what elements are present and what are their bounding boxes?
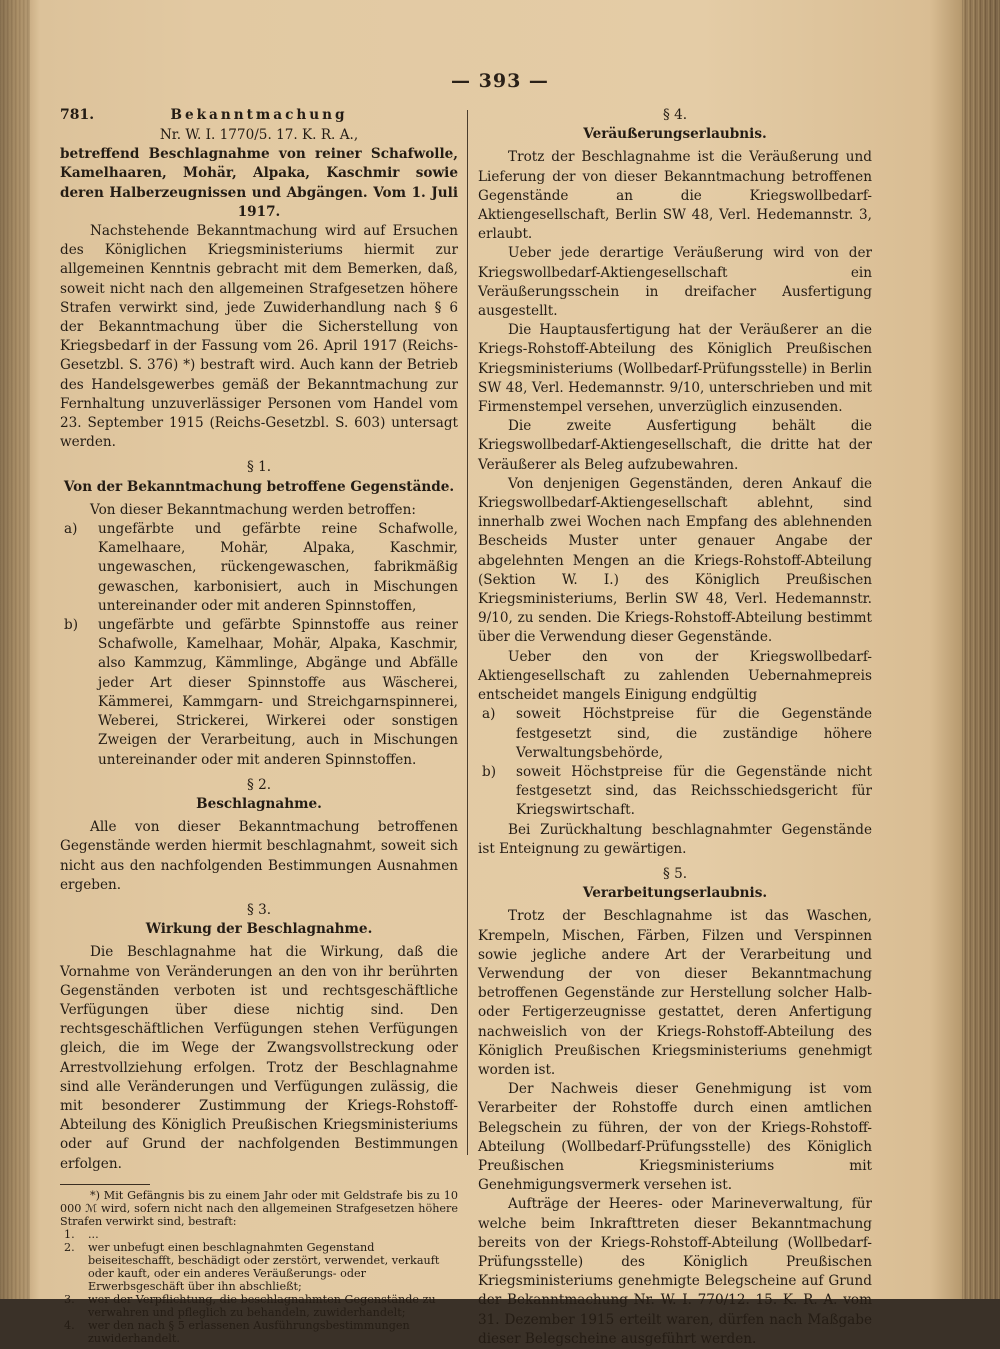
intro-paragraph: Nachstehende Bekanntmachung wird auf Ersuchen des Königlichen Kriegsministeriums hiermit zur allgemeinen Kenntnis gebracht mit dem Bemerken, daß, soweit nicht nach den allgemeinen Strafgesetzen höhere Strafen verwirkt sind, jede Zuwiderhandlung nach § 6 der Bekanntmachung über die Sicherstellung von Kriegsbedarf in der Fassung vom 26. April 1917 (Reichs-Gesetzbl. S. 376) *) bestraft wird. Auch kann der Betrieb des Handelsgewerbes gemäß der Bekanntmachung zur Fernhaltung unzuverlässiger Personen vom Handel vom 23. September 1915 (Reichs-Gesetzbl. S. 603) untersagt werden. [60,223,458,451]
page-number: — 393 — [451,70,549,92]
section-1-number: § 1. [246,459,272,476]
page-stack-edge-right [962,0,1000,1299]
item-text: soweit Höchstpreise für die Gegenstände nicht festgesetzt sind, das Reichsschiedsgericht für Kriegswirtschaft. [516,763,872,819]
binding-edge-left [0,0,30,1299]
section-4-paragraph-7: Bei Zurückhaltung beschlagnahmter Gegenstände ist Enteignung zu gewärtigen. [478,821,872,857]
footnote-item-4 [60,1319,458,1345]
item-number: 781. [60,107,95,123]
footnote-item-3 [60,1293,458,1319]
section-4-title: Veräußerungserlaubnis. [583,126,767,143]
section-4-item-a [478,705,872,763]
footnote-label: 1. [64,1227,75,1241]
section-2-text: Alle von dieser Bekanntmachung betroffenen Gegenstände werden hiermit beschlagnahmt, soweit sich nicht aus den nachfolgenden Bestimmungen Ausnahmen ergeben. [60,819,458,893]
notice-subtitle: betreffend Beschlagnahme von reiner Schafwolle, Kamelhaaren, Mohär, Alpaka, Kaschmir sowie deren Halberzeugnissen und Abgängen. Vom 1. Juli 1917. [60,146,458,220]
section-5-paragraph-1: Trotz der Beschlagnahme ist das Waschen, Krempeln, Mischen, Färben, Filzen und Verspinnen sowie jegliche andere Art der Verarbeitung und Verwendung der von dieser Bekanntmachung betroffenen Gegenstände zur Herstellung solcher Halb- oder Fertigerzeugnisse gestattet, deren Anfertigung nachweislich von der Kriegs-Rohstoff-Abteilung des Königlich Preußischen Kriegsministeriums genehmigt worden ist. [478,908,872,1078]
section-5-paragraph-2: Der Nachweis dieser Genehmigung ist vom Verarbeiter der Rohstoffe durch einen amtlichen Belegschein zu führen, der von der Kriegs-Rohstoff-Abteilung (Wollbedarf-Prüfungsstelle) des Königlich Preußischen Kriegsministeriums mit Genehmigungsvermerk versehen ist. [478,1081,872,1194]
footnote-item-2 [60,1241,458,1293]
footnote-label: 4. [64,1318,75,1332]
section-3-title: Wirkung der Beschlagnahme. [145,921,373,938]
item-text: soweit Höchstpreise für die Gegenstände festgesetzt sind, die zuständige höhere Verwaltungsbehörde, [516,706,872,761]
notice-reference: Nr. W. I. 1770/5. 17. K. R. A., [159,127,359,143]
section-4-paragraph-3: Die Hauptausfertigung hat der Veräußerer an die Kriegs-Rohstoff-Abteilung des Königlich Preußischen Kriegsministeriums (Wollbedarf-Prüfungsstelle) in Berlin SW 48, Verl. Hedemannstr. 9/10, unterschrieben und mit Firmenstempel versehen, unverzüglich einzusenden. [478,322,872,416]
item-text: ungefärbte und gefärbte reine Schafwolle, Kamelhaare, Mohär, Alpaka, Kaschmir, ungewaschen, rückengewaschen, fabrikmäßig gewaschen, karbonisiert, auch in Mischungen untereinander oder mit anderen Spinnstoffen, [98,521,458,614]
section-5-number: § 5. [662,865,688,882]
item-label: a) [64,521,78,538]
left-column [60,106,458,1345]
item-text: ungefärbte und gefärbte Spinnstoffe aus reiner Schafwolle, Kamelhaar, Mohär, Alpaka, Kaschmir, also Kammzug, Kämmlinge, Abgänge und Abfälle jeder Art dieser Spinnstoffe aus Wäscherei, Kämmerei, Kammgarn- und Streichgarnspinnerei, Weberei, Strickerei, Wirkerei oder sonstigen Zweigen der Verarbeitung, auch in Mischungen untereinander oder mit anderen Spinnstoffen. [98,617,458,768]
section-4-number: § 4. [662,107,688,123]
item-label: a) [482,706,496,723]
section-4-paragraph-5: Von denjenigen Gegenständen, deren Ankauf die Kriegswollbedarf-Aktiengesellschaft ablehnt, sind innerhalb zwei Wochen nach Empfang des ablehnenden Bescheids Muster unter genauer Angabe der abgelehnten Mengen an die Kriegs-Rohstoff-Abteilung (Sektion W. I.) des Königlich Preußischen Kriegsministeriums, Berlin SW 48, Verl. Hedemannstr. 9/10, zu senden. Die Kriegs-Rohstoff-Abteilung bestimmt über die Verwendung dieser Gegenstände. [478,475,872,646]
footnote-label: 3. [64,1292,75,1306]
section-4-paragraph-4: Die zweite Ausfertigung behält die Kriegswollbedarf-Aktiengesellschaft, die dritte hat der Veräußerer als Beleg aufzubewahren. [478,418,872,473]
item-label: b) [64,617,79,634]
section-2-number: § 2. [246,776,272,793]
footnote-text: ... [88,1227,99,1241]
column-divider [467,110,468,1155]
right-column [478,106,872,1349]
footnote-text: wer der Verpflichtung, die beschlagnahmten Gegenstände zu verwahren und pfleglich zu behandeln, zuwiderhandelt; [88,1292,436,1319]
section-4-item-b [478,763,872,821]
section-5-title: Verarbeitungserlaubnis. [582,885,768,902]
section-1-intro: Von dieser Bekanntmachung werden betroffen: [90,501,416,518]
footnote-label: 2. [64,1240,75,1254]
footnote-text: wer unbefugt einen beschlagnahmten Gegenstand beiseiteschafft, beschädigt oder zerstört, verwendet, verkauft oder kauft, oder ein anderes Veräußerungs- oder Erwerbsgeschäft über ihn abschließt; [88,1240,440,1293]
section-4-paragraph-1: Trotz der Beschlagnahme ist die Veräußerung und Lieferung der von dieser Bekanntmachung betroffenen Gegenstände an die Kriegswollbedarf-Aktiengesellschaft, Berlin SW 48, Verl. Hedemannstr. 3, erlaubt. [478,149,872,243]
section-1-item-b [60,616,458,770]
notice-title: Bekanntmachung [170,107,348,123]
footnote-text: wer den nach § 5 erlassenen Ausführungsbestimmungen zuwiderhandelt. [88,1318,410,1345]
section-3-text: Die Beschlagnahme hat die Wirkung, daß die Vornahme von Veränderungen an den von ihr berührten Gegenständen verboten ist und rechtsgeschäftliche Verfügungen über diese nichtig sind. Den rechtsgeschäftlichen Verfügungen stehen Verfügungen gleich, die im Wege der Zwangsvollstreckung oder Arrestvollziehung erfolgen. Trotz der Beschlagnahme sind alle Veränderungen und Verfügungen zulässig, die mit besonderer Zustimmung der Kriegs-Rohstoff-Abteilung des Königlich Preußischen Kriegsministeriums oder auf Grund der nachfolgenden Bestimmungen erfolgen. [60,944,458,1172]
section-1-title: Von der Bekanntmachung betroffene Gegenstände. [63,478,455,495]
section-4-paragraph-6: Ueber den von der Kriegswollbedarf-Aktiengesellschaft zu zahlenden Uebernahmepreis entscheidet mangels Einigung endgültig [478,648,872,704]
section-3-number: § 3. [246,901,272,918]
footnote-item-1 [60,1228,458,1241]
footnote-intro: *) Mit Gefängnis bis zu einem Jahr oder mit Geldstrafe bis zu 10 000 ℳ wird, sofern nicht nach den allgemeinen Strafgesetzen höhere Strafen verwirkt sind, bestraft: [60,1188,458,1228]
item-label: b) [482,763,497,780]
footnote [60,1189,458,1345]
footnote-rule [60,1184,150,1185]
section-4-paragraph-2: Ueber jede derartige Veräußerung wird von der Kriegswollbedarf-Aktiengesellschaft ein Veräußerungsschein in dreifacher Ausfertigung ausgestellt. [478,245,872,320]
section-1-item-a [60,520,458,616]
section-2-title: Beschlagnahme. [196,795,322,812]
section-5-paragraph-3: Aufträge der Heeres- oder Marineverwaltung, für welche beim Inkrafttreten dieser Bekanntmachung bereits von der Kriegs-Rohstoff-Abteilung (Wollbedarf-Prüfungsstelle) des Königlich Preußischen Kriegsministeriums genehmigte Belegscheine auf Grund der Bekanntmachung Nr. W. I. 770/12. 15. K. R. A. vom 31. Dezember 1915 erteilt waren, dürfen nach Maßgabe dieser Belegscheine ausgeführt werden. [478,1196,872,1347]
notice-header-row [60,106,458,126]
